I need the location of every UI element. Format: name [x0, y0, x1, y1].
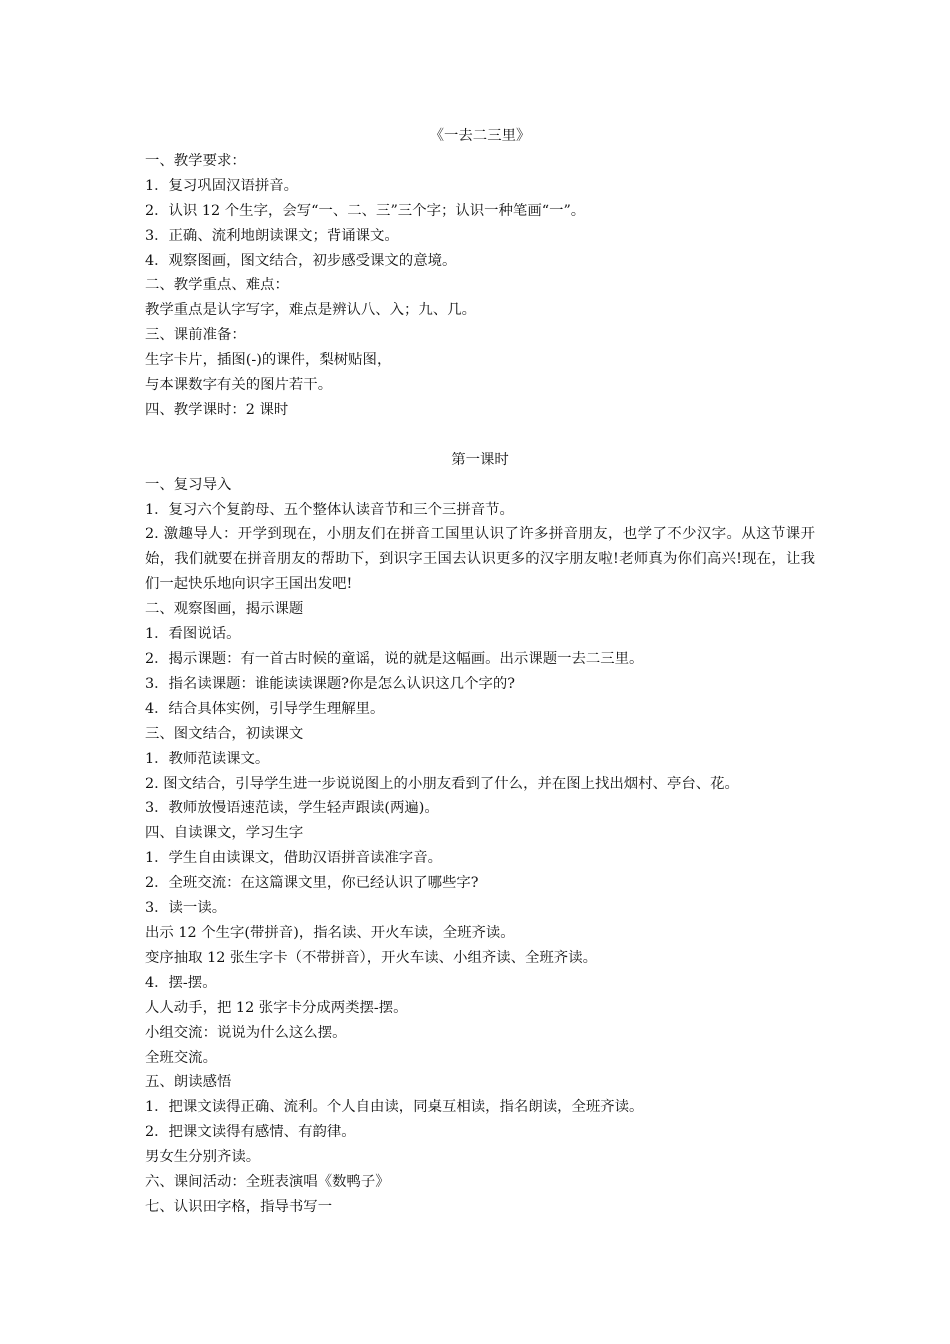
heading-requirements: 一、教学要求： [145, 152, 246, 169]
body-line: 1．学生自由读课文，借助汉语拼音读准字音。 [145, 850, 442, 867]
requirement-item: 3．正确、流利地朗读课文；背诵课文。 [145, 227, 399, 244]
requirement-item: 4．观察图画，图文结合，初步感受课文的意境。 [145, 252, 457, 269]
body-line: 全班交流。 [145, 1049, 217, 1066]
section-title: 第一课时 [451, 451, 509, 468]
body-line: 3．指名读课题：谁能读读课题?你是怎么认识这几个字的? [145, 675, 515, 692]
body-line: 1．看图说话。 [145, 626, 241, 643]
body-line: 1．复习六个复韵母、五个整体认读音节和三个三拼音节。 [145, 501, 514, 518]
body-line: 2．把课文读得有感情、有韵律。 [145, 1124, 356, 1141]
document-title: 《一去二三里》 [429, 128, 531, 144]
body-line: 1．把课文读得正确、流利。个人自由读，同桌互相读，指名朗读，全班齐读。 [145, 1099, 644, 1116]
heading-key-points: 二、教学重点、难点： [145, 277, 289, 294]
heading-first-reading: 三、图文结合，初读课文 [145, 725, 304, 742]
heading-class-hours: 四、教学课时：2 课时 [145, 401, 289, 418]
body-line: 2．全班交流：在这篇课文里，你已经认识了哪些字? [145, 875, 479, 892]
heading-preparation: 三、课前准备： [145, 327, 246, 344]
body-line: 3．教师放慢语速范读，学生轻声跟读(两遍)。 [145, 800, 439, 817]
body-line: 3．读一读。 [145, 900, 227, 917]
body-line: 2．揭示课题：有一首古时候的童谣，说的就是这幅画。出示课题一去二三里。 [145, 651, 644, 668]
body-line: 4．摆-摆。 [145, 974, 217, 991]
preparation-text: 与本课数字有关的图片若干。 [145, 377, 333, 394]
body-line: 1．教师范读课文。 [145, 750, 270, 767]
body-line: 出示 12 个生字(带拼音)，指名读、开火车读，全班齐读。 [145, 924, 515, 941]
heading-reading-feel: 五、朗读感悟 [145, 1074, 232, 1091]
blank-line [145, 423, 815, 448]
body-line: 男女生分别齐读。 [145, 1149, 261, 1166]
body-paragraph: 2. 激趣导人：开学到现在，小朋友们在拼音工国里认识了许多拼音朋友，也学了不少汉字。从这节课开始，我们就要在拼音朋友的帮助下，到识字王国去认识更多的汉字朋友啦!老师真为你们高兴!现在，让我们一起快乐地向识字王国出发吧! [145, 526, 815, 593]
heading-review: 一、复习导入 [145, 476, 232, 493]
heading-writing: 七、认识田字格，指导书写一 [145, 1198, 333, 1215]
body-line: 小组交流：说说为什么这么摆。 [145, 1024, 347, 1041]
body-line: 变序抽取 12 张生字卡（不带拼音），开火车读、小组齐读、全班齐读。 [145, 949, 597, 966]
body-line: 2. 图文结合，引导学生进一步说说图上的小朋友看到了什么，并在图上找出烟村、亭台、花。 [145, 775, 739, 792]
requirement-item: 2．认识 12 个生字，会写“一、二、三”三个字；认识一种笔画“一”。 [145, 202, 586, 219]
body-line: 人人动手，把 12 张字卡分成两类摆-摆。 [145, 999, 408, 1016]
heading-observe: 二、观察图画，揭示课题 [145, 601, 304, 618]
document-page [145, 124, 815, 1220]
heading-self-reading: 四、自读课文，学习生字 [145, 825, 304, 842]
heading-activity: 六、课间活动：全班表演唱《数鸭子》 [145, 1174, 390, 1191]
body-line: 4．结合具体实例，引导学生理解里。 [145, 700, 385, 717]
key-points-text: 教学重点是认字写字，难点是辨认八、入；九、几。 [145, 302, 476, 319]
requirement-item: 1．复习巩固汉语拼音。 [145, 177, 299, 194]
preparation-text: 生字卡片，插图(-)的课件，梨树贴图， [145, 352, 392, 369]
